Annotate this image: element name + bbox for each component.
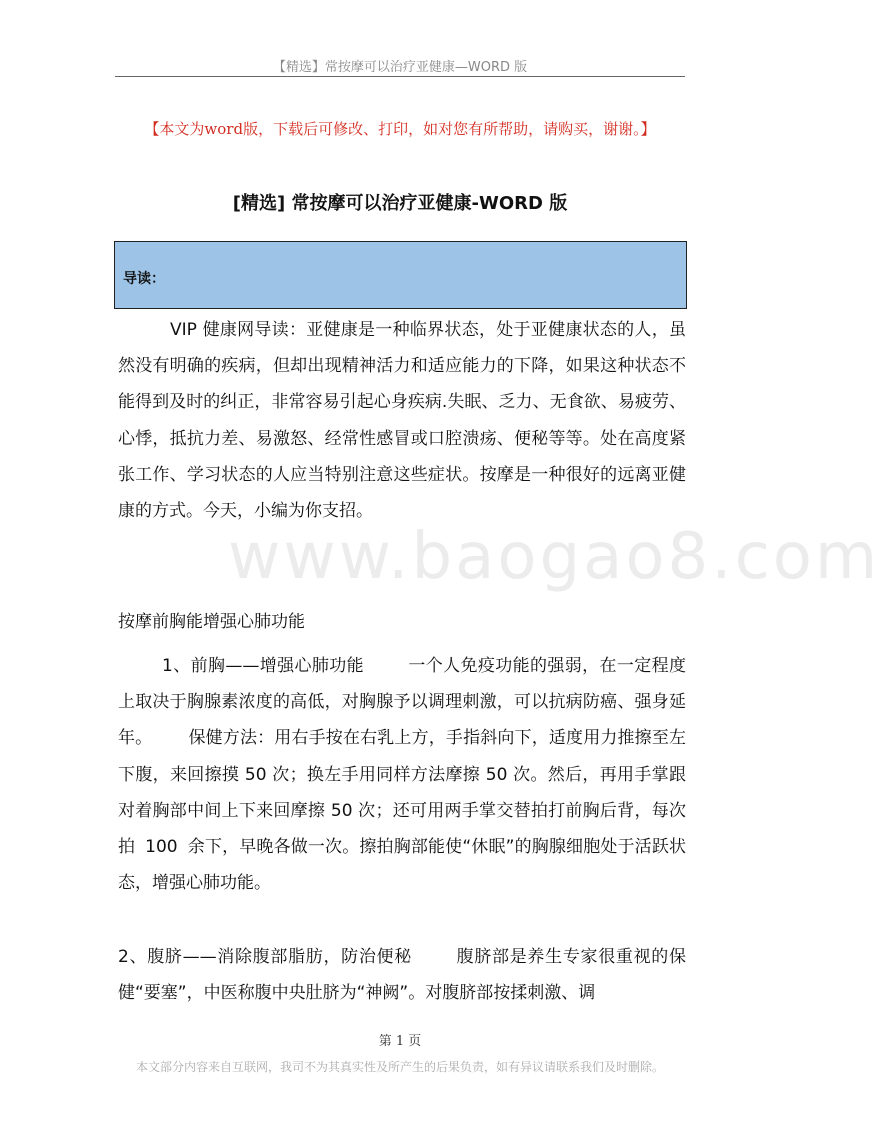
guide-label: 导读：	[123, 271, 165, 287]
section1-body	[118, 648, 686, 901]
section1-text-b: 保健方法：用右手按在右乳上方，手指斜向下，适度用力推擦至左下腹，来回擦摸 50 次；换左手用同样方法摩擦 50 次。然后，再用手掌跟对着胸部中间上下来回摩擦 50 次；还可用两手掌交替拍打前胸后背，每次拍	[118, 728, 687, 858]
page-number: 第 1 页	[378, 1034, 422, 1049]
section2-item-title: 2、腹脐——消除腹部脂肪，防治便秘	[118, 947, 412, 967]
watermark-text: www.baogao8.com	[228, 520, 880, 594]
purchase-notice: 【本文为word版，下载后可修改、打印，如对您有所帮助，请购买，谢谢。】	[144, 120, 656, 138]
section2-body	[118, 939, 686, 1011]
intro-paragraph: VIP 健康网导读：亚健康是一种临界状态，处于亚健康状态的人，虽然没有明确的疾病，但却出现精神活力和适应能力的下降，如果这种状态不能得到及时的纠正，非常容易引起心身疾病.失眠、乏力、无食欲、易疲劳、心悸，抵抗力差、易激怒、经常性感冒或口腔溃疡、便秘等等。处在高度紧张工作、学习状态的人应当特别注意这些症状。按摩是一种很好的远离亚健康的方式。今天，小编为你支招。	[118, 320, 686, 522]
footer-disclaimer: 本文部分内容来自互联网，我司不为其真实性及所产生的后果负责，如有异议请联系我们及时删除。	[135, 1060, 664, 1074]
section2-text: 腹脐部是养生专家很重视的保健“要塞”，中医称腹中央肚脐为“神阙”。对腹脐部按揉刺激、调	[118, 947, 686, 1004]
document-title: [精选] 常按摩可以治疗亚健康-WORD 版	[232, 193, 568, 214]
guide-box	[114, 241, 687, 309]
section1-text-c: 余下，早晚各做一次。擦拍胸部能使“休眠”的胸腺细胞处于活跃状态，增强心肺功能。	[118, 837, 687, 894]
section1-item-title: 1、前胸——增强心肺功能	[162, 656, 364, 676]
section1-text-a: 一个人免疫功能的强弱，在一定程度上取决于胸腺素浓度的高低，对胸腺予以调理刺激，可以抗病防癌、强身延年。	[118, 656, 686, 749]
section-heading: 按摩前胸能增强心肺功能	[118, 612, 305, 632]
section1-count: 100	[145, 837, 178, 858]
page-header: 【精选】常按摩可以治疗亚健康—WORD 版	[115, 56, 685, 77]
